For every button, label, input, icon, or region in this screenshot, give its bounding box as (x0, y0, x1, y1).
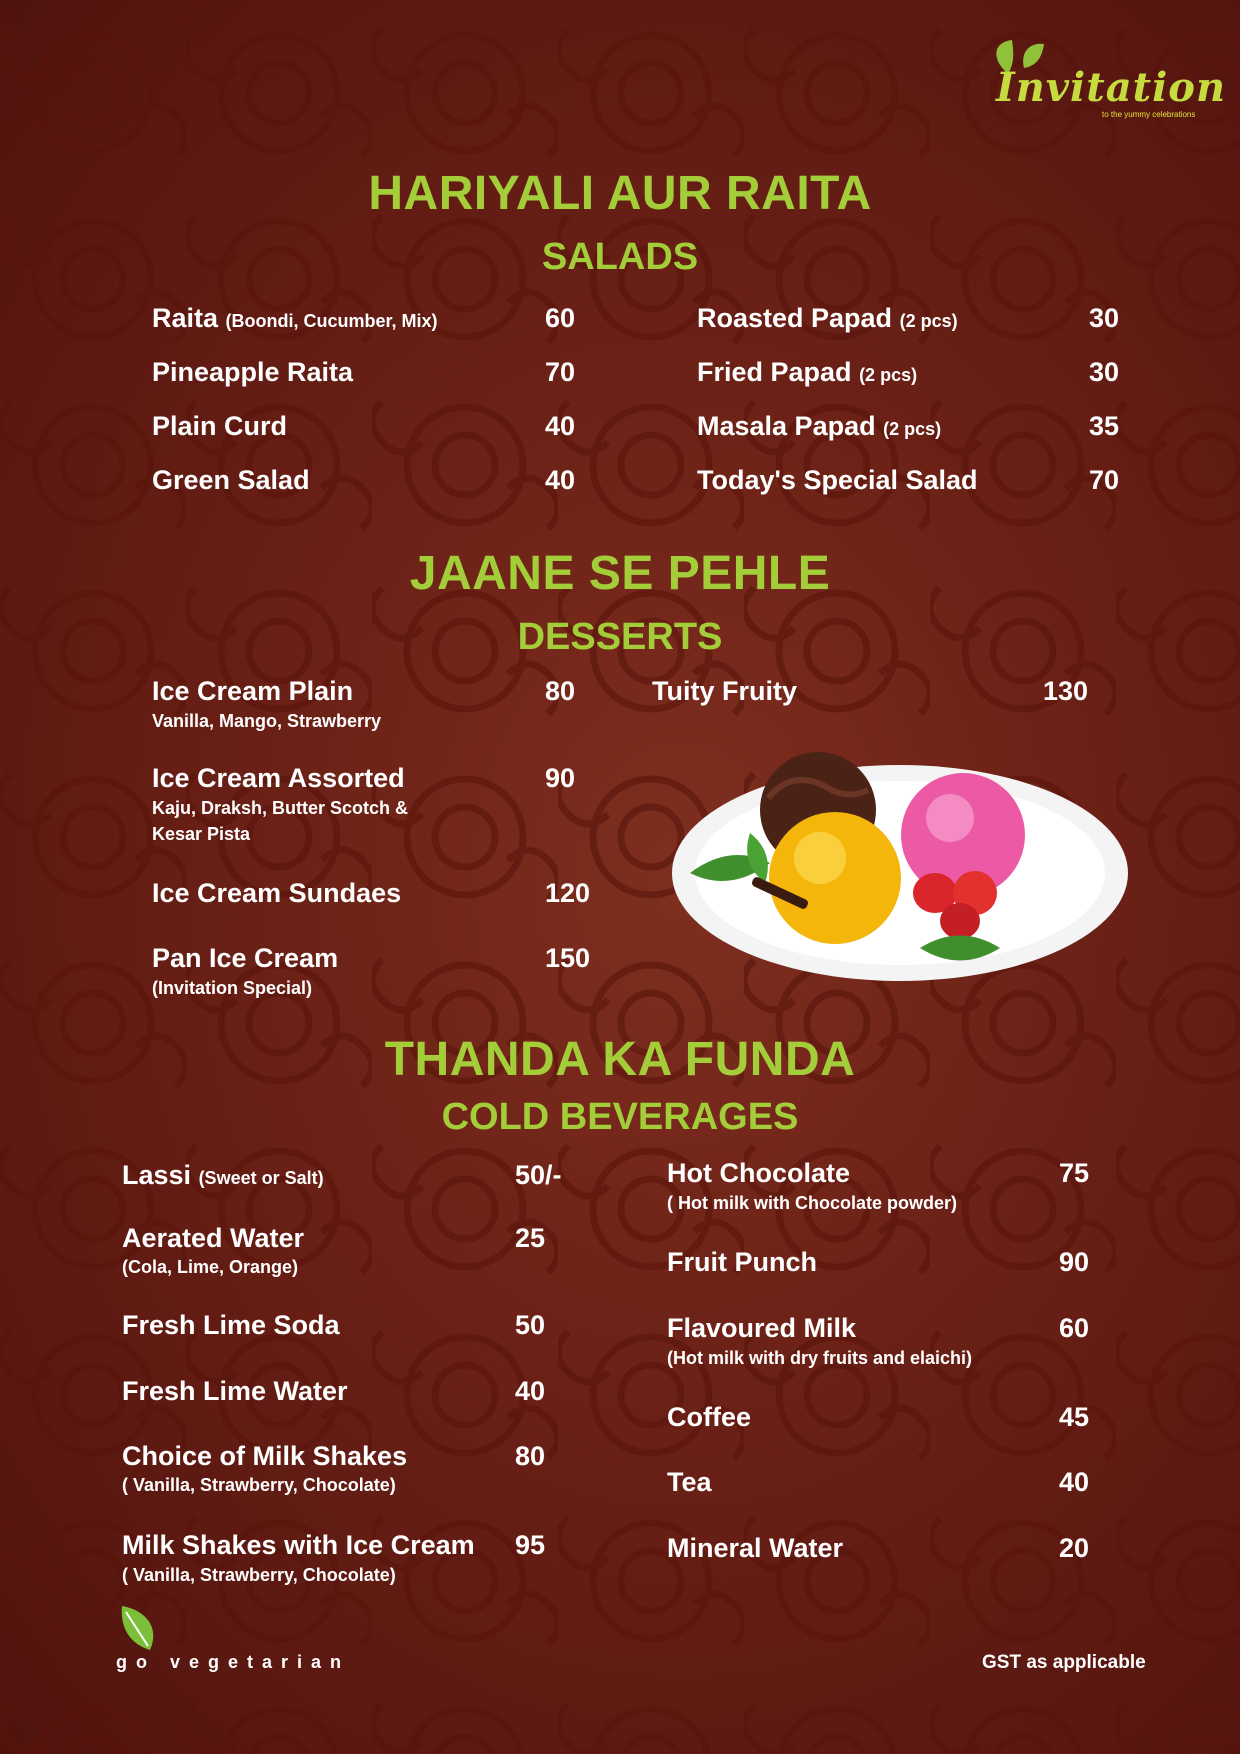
menu-item-name: Hot Chocolate (667, 1158, 851, 1188)
go-vegetarian-text: go vegetarian (116, 1652, 351, 1672)
menu-item-name: Ice Cream Plain (152, 676, 354, 706)
menu-item-price: 40 (1059, 1467, 1090, 1497)
menu-item-description: (Hot milk with dry fruits and elaichi) (667, 1348, 973, 1368)
menu-item-name: Mineral Water (667, 1533, 844, 1563)
menu-item-name: Choice of Milk Shakes (122, 1441, 408, 1471)
menu-item-name: Fresh Lime Water (122, 1376, 348, 1406)
menu-item-price: 130 (1043, 676, 1089, 706)
menu-item-price: 40 (515, 1376, 546, 1406)
menu-item-price: 95 (515, 1530, 546, 1560)
desserts-heading: JAANE SE PEHLE (409, 547, 831, 600)
menu-item-description: (Invitation Special) (152, 978, 313, 998)
menu-item-name: Today's Special Salad (697, 465, 978, 495)
menu-item-price: 40 (545, 465, 576, 495)
menu-item-price: 25 (515, 1223, 546, 1253)
menu-item-name: Plain Curd (152, 411, 288, 441)
menu-item-name: Pan Ice Cream (152, 943, 339, 973)
menu-item-name: Flavoured Milk (667, 1313, 857, 1343)
menu-item-price: 90 (545, 763, 576, 793)
menu-item-name: Tea (667, 1467, 712, 1497)
menu-item-price: 45 (1059, 1402, 1090, 1432)
leaf-icon (116, 1604, 166, 1654)
menu-item-price: 75 (1059, 1158, 1090, 1188)
menu-item-description: Kaju, Draksh, Butter Scotch & (152, 798, 409, 818)
menu-item-price: 60 (545, 303, 576, 333)
menu-item-name: Fresh Lime Soda (122, 1310, 340, 1340)
menu-item-price: 50/- (515, 1160, 562, 1190)
menu-item-price: 60 (1059, 1313, 1090, 1343)
menu-item-price: 120 (545, 878, 591, 908)
gst-note: GST as applicable (982, 1652, 1146, 1673)
menu-item-description: Vanilla, Mango, Strawberry (152, 711, 382, 731)
menu-item-name: Raita (Boondi, Cucumber, Mix) (152, 303, 438, 333)
menu-item-price: 20 (1059, 1533, 1090, 1563)
menu-item-name: Ice Cream Assorted (152, 763, 405, 793)
menu-item-name: Pineapple Raita (152, 357, 354, 387)
menu-item-name: Coffee (667, 1402, 752, 1432)
menu-item-name: Masala Papad (2 pcs) (697, 411, 942, 441)
menu-item-name: Fruit Punch (667, 1247, 817, 1277)
menu-item-price: 80 (545, 676, 576, 706)
menu-item-name: Roasted Papad (2 pcs) (697, 303, 958, 333)
menu-item-price: 30 (1089, 357, 1120, 387)
beverages-subheading: COLD BEVERAGES (441, 1096, 799, 1138)
desserts-subheading: DESSERTS (517, 616, 723, 658)
menu-item-name: Green Salad (152, 465, 310, 495)
menu-item-name: Fried Papad (2 pcs) (697, 357, 918, 387)
menu-item-name: Tuity Fruity (652, 676, 797, 706)
menu-item-price: 80 (515, 1441, 546, 1471)
menu-item-price: 30 (1089, 303, 1120, 333)
menu-item-description: ( Vanilla, Strawberry, Chocolate) (122, 1475, 396, 1495)
invitation-logo (990, 38, 1227, 123)
menu-item-description: (Cola, Lime, Orange) (122, 1257, 299, 1277)
salads-subheading: SALADS (541, 236, 699, 278)
menu-item-name: Aerated Water (122, 1223, 305, 1253)
menu-item-name: Milk Shakes with Ice Cream (122, 1530, 475, 1560)
menu-item-price: 90 (1059, 1247, 1090, 1277)
logo-wordmark: Invitation (996, 64, 1227, 111)
menu-item-price: 70 (545, 357, 576, 387)
menu-item-description: Kesar Pista (152, 824, 251, 844)
menu-item-name: Lassi (Sweet or Salt) (122, 1160, 324, 1190)
menu-item-price: 35 (1089, 411, 1120, 441)
menu-item-price: 150 (545, 943, 591, 973)
salads-heading: HARIYALI AUR RAITA (368, 167, 872, 220)
ice-cream-plate-image (660, 748, 1130, 998)
logo-tagline: to the yummy celebrations (1102, 110, 1196, 119)
menu-item-price: 70 (1089, 465, 1120, 495)
menu-item-description: ( Hot milk with Chocolate powder) (667, 1193, 958, 1213)
beverages-heading: THANDA KA FUNDA (384, 1033, 856, 1086)
menu-item-description: ( Vanilla, Strawberry, Chocolate) (122, 1565, 396, 1585)
menu-item-price: 40 (545, 411, 576, 441)
menu-item-price: 50 (515, 1310, 546, 1340)
menu-item-name: Ice Cream Sundaes (152, 878, 402, 908)
